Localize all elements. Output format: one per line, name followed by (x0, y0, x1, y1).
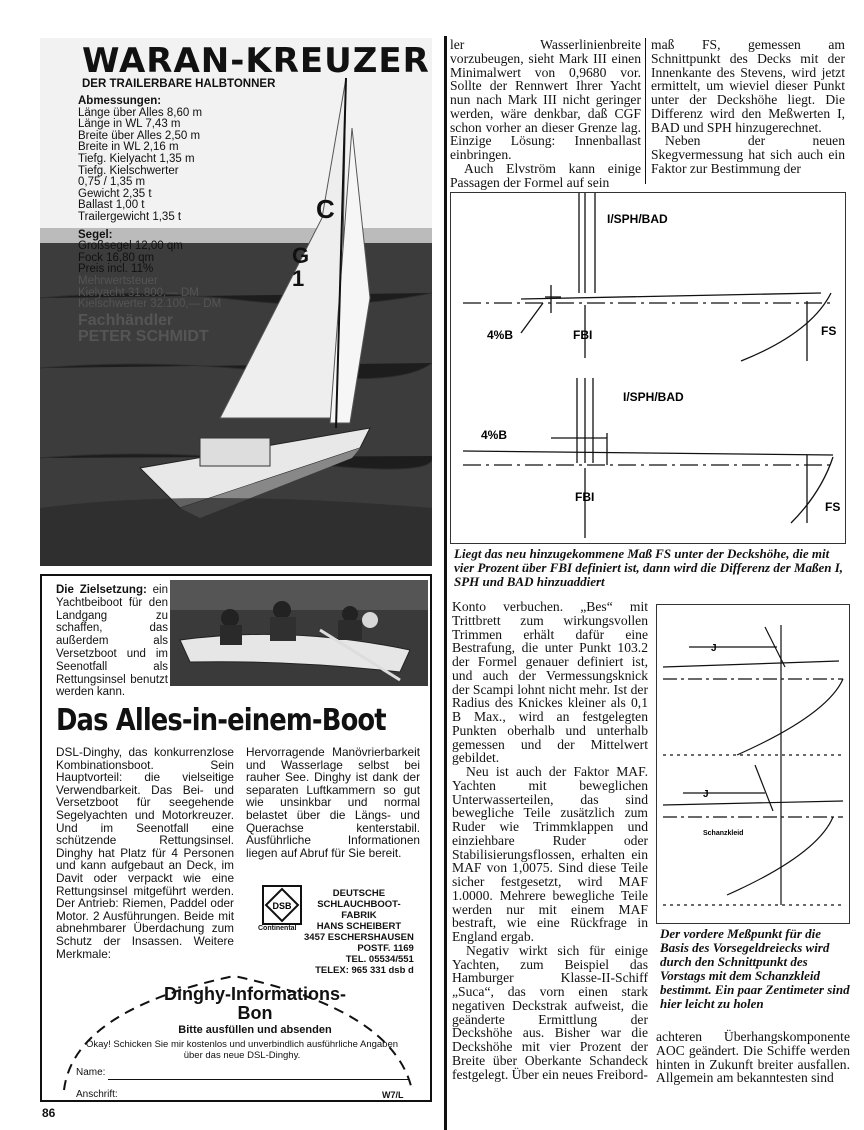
name-field-label: Name: (76, 1067, 106, 1078)
article-col-right-bottom (656, 1030, 850, 1085)
dsb-logo (262, 885, 302, 925)
svg-text:C: C (316, 194, 335, 224)
spec-line: Großsegel 12,00 qm (78, 240, 183, 253)
dinghy-goal (56, 584, 168, 699)
diagram-label: J (703, 789, 709, 800)
sails-heading: Segel: (78, 228, 113, 241)
company-block (304, 888, 414, 976)
waran-kreuzer-ad (40, 38, 432, 566)
goal-text: ein Yachtbeiboot für den Landgang zu schaffen, das außerdem als Versetzboot und im Seenotfall als Rettungsinsel benutzt werden kann. (56, 584, 168, 699)
diagram-label: FBI (573, 328, 593, 342)
goal-label: Die Zielsetzung: (56, 584, 147, 596)
spec-line: Breite in WL 2,16 m (78, 141, 179, 154)
diagram-label: J (711, 643, 717, 654)
column-rule (444, 36, 447, 1130)
page-number: 86 (42, 1106, 56, 1120)
article-col-middle-bottom (452, 600, 648, 1081)
waran-subtitle: DER TRAILERBARE HALBTONNER (82, 78, 276, 90)
company-line: HANS SCHEIBERT (316, 921, 402, 932)
sail-number: G (292, 243, 310, 268)
waran-specs (78, 96, 221, 345)
coupon-okay-text: Okay! Schicken Sie mir kostenlos und unverbindlich ausführliche Angaben über das neue DSL-Dinghy. (85, 1039, 399, 1061)
dinghy-text-left: DSL-Dinghy, das konkurrenzlose Kombinationsboot. Sein Hauptvorteil: die vielseitige Verwendbarkeit. Das Bei- und Versetzboot für seegehende Segelyachten und Motorkreuzer. Und im Seenotfall eine schützende Rettungsinsel. Dinghy hat Platz für 4 Personen und kann aufgebaut an Deck, im Davit oder verpackt wie eine Rettungsinsel mitgeführt werden. Der Antrieb: Riemen, Paddel oder Motor. 2 Ausführungen. Beide mit abnehmbarer Überdachung zum Schutz der Insassen. Weitere Merkmale: (56, 745, 234, 961)
caption-fbi: Liegt das neu hinzugekommene Maß FS unter der Deckshöhe, die mit vier Prozent über FBI definiert ist, dann wird die Differenz der Maßen I, SPH und BAD hinzuaddiert (454, 546, 844, 589)
spec-line: Ballast 1,00 t (78, 199, 145, 212)
company-tel: TEL. 05534/551 (345, 954, 414, 965)
vorsegel-diagram (656, 604, 850, 924)
waran-title: WARAN-KREUZER (82, 41, 430, 81)
paragraph: Negativ wirkt sich für einige Yachten, zum Beispiel das Hamburger Klasse-II-Schiff „Suca“, das vorn einen stark negativen Deckstrak aufweist, die geänderte Ermittlung der Deckshöhe aus. Bisher war die Deckshöhe mit vier Prozent der Breite über Oberkante Schandeck festgelegt. Über ein neues Freibord- (452, 942, 648, 1082)
fbi-diagram (450, 192, 846, 544)
spec-line: Länge in WL 7,43 m (78, 118, 181, 131)
dinghy-photo (170, 580, 428, 686)
spec-line: Tiefg. Kielschwerter (78, 164, 179, 177)
article-col-middle-top (450, 38, 641, 189)
fbi-diagram-drawing (451, 193, 845, 543)
diagram-label: I/SPH/BAD (607, 212, 668, 226)
company-line: DEUTSCHE (332, 888, 386, 899)
spec-line: Gewicht 2,35 t (78, 187, 152, 200)
diagram-label: 4%B (487, 328, 514, 342)
svg-text:1: 1 (292, 266, 305, 291)
spec-line: Kielschwerter 32.100,— DM (78, 298, 222, 311)
company-telex: TELEX: 965 331 dsb d (315, 965, 414, 976)
spec-line: 0,75 / 1,35 m (78, 176, 146, 189)
spec-line: Tiefg. Kielyacht 1,35 m (78, 152, 195, 165)
coupon-title: Dinghy-Informations-Bon (164, 984, 346, 1023)
paragraph: maß FS, gemessen am Schnittpunkt des Decks mit der Innenkante des Stevens, wird jetzt ermittelt, um wieviel dieser Punkt unter der Deckshöhe liegt. Die Differenz wird den Meßwerten I, BAD und SPH hinzugerechnet. (651, 37, 845, 135)
dinghy-text-right: Hervorragende Manövrierbarkeit und Wasserlage selbst bei rauher See. Dinghy ist dank der separaten Luftkammern so gut wie unsinkbar und normal belastet über die Längs- und Querachse kenterstabil. Ausführliche Informationen liegen auf Abruf für Sie bereit. (246, 745, 420, 860)
company-postf: POSTF. 1169 (357, 943, 414, 954)
spec-line: Fock 16,80 qm (78, 251, 155, 264)
logo-text: DSB (272, 901, 292, 911)
spec-line: Trailergewicht 1,35 t (78, 210, 182, 223)
diagram-label: Schanzkleid (703, 830, 744, 837)
paragraph: achteren Überhangskomponente AOC geändert. Die Schiffe werden hinten in Zukunft breiter ausfallen. Allgemein am bekanntesten sind (656, 1029, 850, 1086)
diagram-label: FS (821, 324, 837, 338)
diagram-label: I/SPH/BAD (623, 390, 684, 404)
paragraph: Neu ist auch der Faktor MAF. Yachten mit beweglichen Unterwasserteilen, das sind bewegliche Teile zusätzlich zum Ruder wie Trimmklappen und einziehbare Ruder oder Stabilisierungsflossen, erhalten ein MAF von 1,0075. Sind diese Teile sicher festgesetzt, wird MAF 1.0000. Mehrere bewegliche Teile werden nur mit einem MAF bestraft, wie eine Rückfrage in England ergab. (452, 764, 648, 944)
company-line: SCHLAUCHBOOT- (317, 899, 401, 910)
company-address: 3457 ESCHERSHAUSEN (304, 932, 414, 943)
diagram-label: FBI (575, 490, 595, 504)
diagram-label: 4%B (481, 428, 508, 442)
spec-line: Kielyacht 31.800,— DM (78, 286, 199, 299)
logo-caption: Continental (258, 925, 297, 932)
article-col-right-top (651, 38, 845, 176)
company-line: FABRIK (341, 910, 377, 921)
spec-line: Länge über Alles 8,60 m (78, 106, 203, 119)
dinghy-headline: Das Alles-in-einem-Boot (56, 703, 386, 738)
spec-line: Breite über Alles 2,50 m (78, 129, 201, 142)
coupon-code: W7/L (382, 1090, 404, 1100)
coupon-subtitle: Bitte ausfüllen und absenden (178, 1024, 332, 1036)
paragraph: Neben der neuen Skegvermessung hat sich auch ein Faktor zur Bestimmung der (651, 133, 845, 176)
caption-vorsegel: Der vordere Meßpunkt für die Basis des Vorsegeldreiecks wird durch den Schnittpunkt des Vorstags mit dem Schanzkleid bestimmt. Ein paar Zentimeter sind hier leicht zu holen (660, 926, 850, 1011)
address-field-line[interactable] (124, 1100, 372, 1101)
address-field-label: Anschrift: (76, 1089, 118, 1100)
diagram-label: FS (825, 500, 841, 514)
dimensions-heading: Abmessungen: (78, 95, 162, 107)
paragraph: ler Wasserlinienbreite vorzubeugen, sieht Mark III einen Minimalwert von 0,9680 vor. Sollte der Rennwert Ihrer Yacht nun nach Mark III nicht geringer werden, wäre denkbar, daß CGF schon vorher an dieser Grenze lag. Einzige Lösung: Innenballast einbringen. (450, 37, 641, 162)
agent-heading: Fachhändler (78, 311, 174, 329)
spec-line: Preis incl. 11% (78, 263, 154, 276)
paragraph: Auch Elvström kann einige Passagen der Formel auf sein (450, 160, 641, 190)
column-rule (645, 38, 646, 184)
paragraph: Konto verbuchen. „Bes“ mit Trittbrett zum wirkungsvollen Trimmen erhält dafür eine Bestrafung, die unter Punkt 103.2 der Formel genauer definiert ist, und auch der Vermessungsknick der Scampi lohnt nicht mehr. Ist der Radius des Knickes kleiner als 0,1 B Max., wird an festgelegten Punkten oberhalb und unterhalb gemessen und der Mittelwert gebildet. (452, 599, 648, 766)
agent-name: PETER SCHMIDT (78, 327, 209, 345)
name-field-line[interactable] (108, 1079, 408, 1080)
spec-line: Mehrwertsteuer (78, 274, 158, 287)
